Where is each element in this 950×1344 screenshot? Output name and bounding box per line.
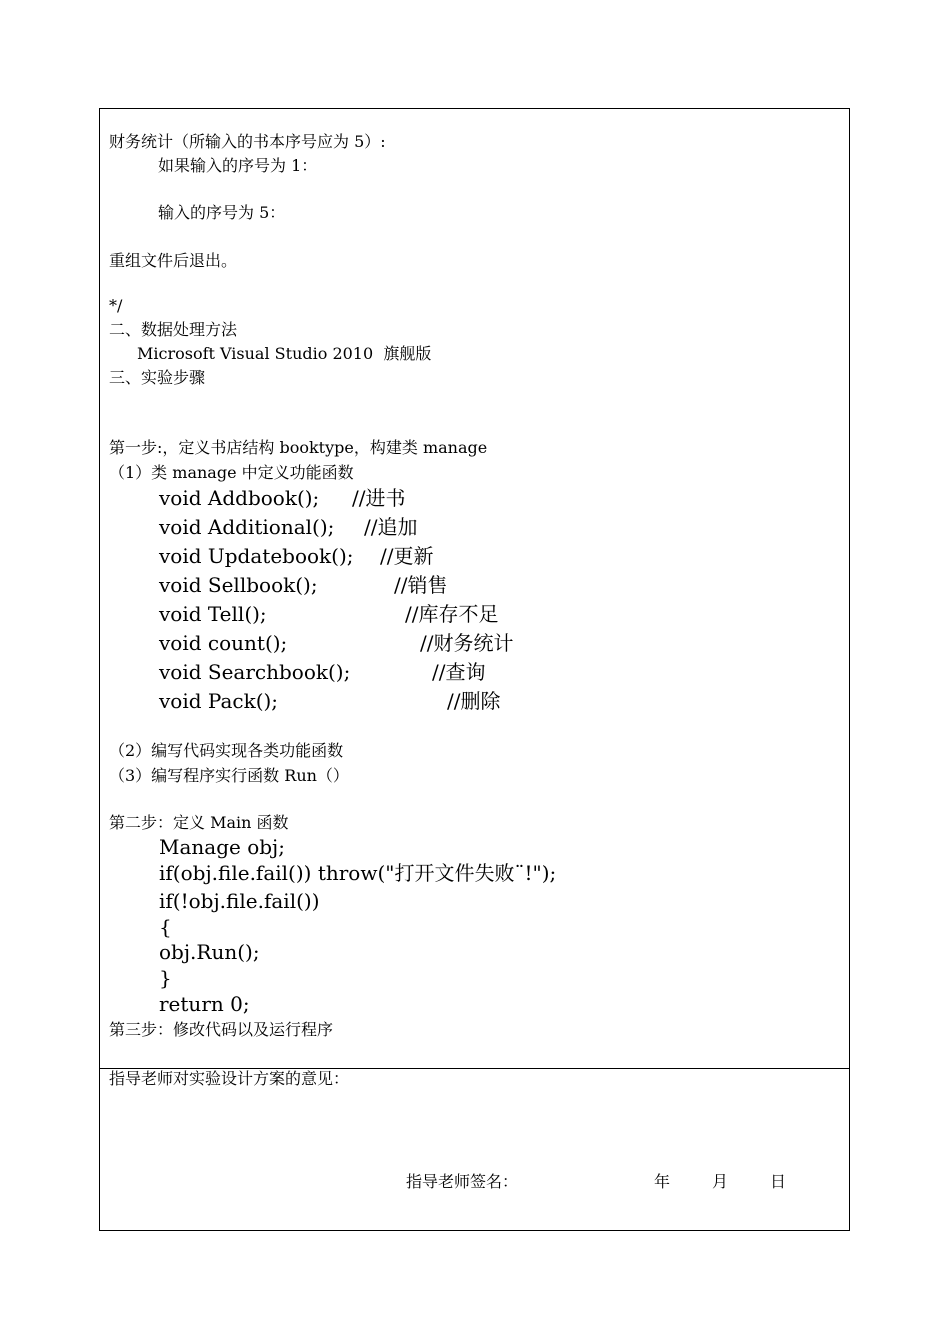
section-heading-3: 三、实验步骤: [109, 368, 206, 387]
func-comment: //追加: [364, 515, 418, 539]
financial-stats-line: 财务统计（所输入的书本序号应为 5）:: [109, 132, 386, 151]
code-line: if(obj.file.fail()) throw("打开文件失败¨!");: [159, 861, 557, 885]
teacher-opinion-label: 指导老师对实验设计方案的意见：: [109, 1069, 350, 1088]
step-1-sub-3: （3）编写程序实行函数 Run（）: [109, 766, 349, 785]
comment-end: */: [109, 296, 123, 315]
step-1-line: 第一步:，定义书店结构 booktype，构建类 manage: [109, 438, 488, 457]
func-code: void count();: [159, 631, 288, 655]
code-line: obj.Run();: [159, 940, 260, 964]
func-comment: //进书: [352, 486, 406, 510]
func-comment: //库存不足: [405, 602, 499, 626]
step-1-sub-1: （1）类 manage 中定义功能函数: [109, 463, 354, 482]
year-label: 年: [654, 1172, 671, 1191]
code-line: return 0;: [159, 992, 250, 1016]
func-comment: //财务统计: [420, 631, 514, 655]
code-line: {: [159, 915, 172, 939]
teacher-signature-label: 指导老师签名：: [406, 1172, 519, 1191]
input-5-line: 输入的序号为 5：: [158, 203, 286, 222]
func-code: void Addbook();: [159, 486, 320, 510]
func-code: void Updatebook();: [159, 544, 354, 568]
reorganize-line: 重组文件后退出。: [109, 251, 238, 270]
code-line: if(!obj.file.fail()): [159, 889, 320, 913]
func-comment: //删除: [447, 689, 501, 713]
func-code: void Searchbook();: [159, 660, 351, 684]
code-line: Manage obj;: [159, 835, 285, 859]
step-1-sub-2: （2）编写代码实现各类功能函数: [109, 741, 344, 760]
code-line: }: [159, 966, 172, 990]
section-heading-2: 二、数据处理方法: [109, 320, 238, 339]
step-2-line: 第二步：定义 Main 函数: [109, 813, 289, 832]
input-1-line: 如果输入的序号为 1：: [158, 156, 318, 175]
func-code: void Tell();: [159, 602, 267, 626]
day-label: 日: [770, 1172, 787, 1191]
func-code: void Pack();: [159, 689, 279, 713]
func-code: void Sellbook();: [159, 573, 318, 597]
tool-line: Microsoft Visual Studio 2010 旗舰版: [137, 344, 432, 363]
func-comment: //查询: [432, 660, 486, 684]
func-code: void Additional();: [159, 515, 335, 539]
func-comment: //销售: [394, 573, 448, 597]
month-label: 月: [712, 1172, 729, 1191]
step-3-line: 第三步：修改代码以及运行程序: [109, 1020, 334, 1039]
func-comment: //更新: [380, 544, 434, 568]
